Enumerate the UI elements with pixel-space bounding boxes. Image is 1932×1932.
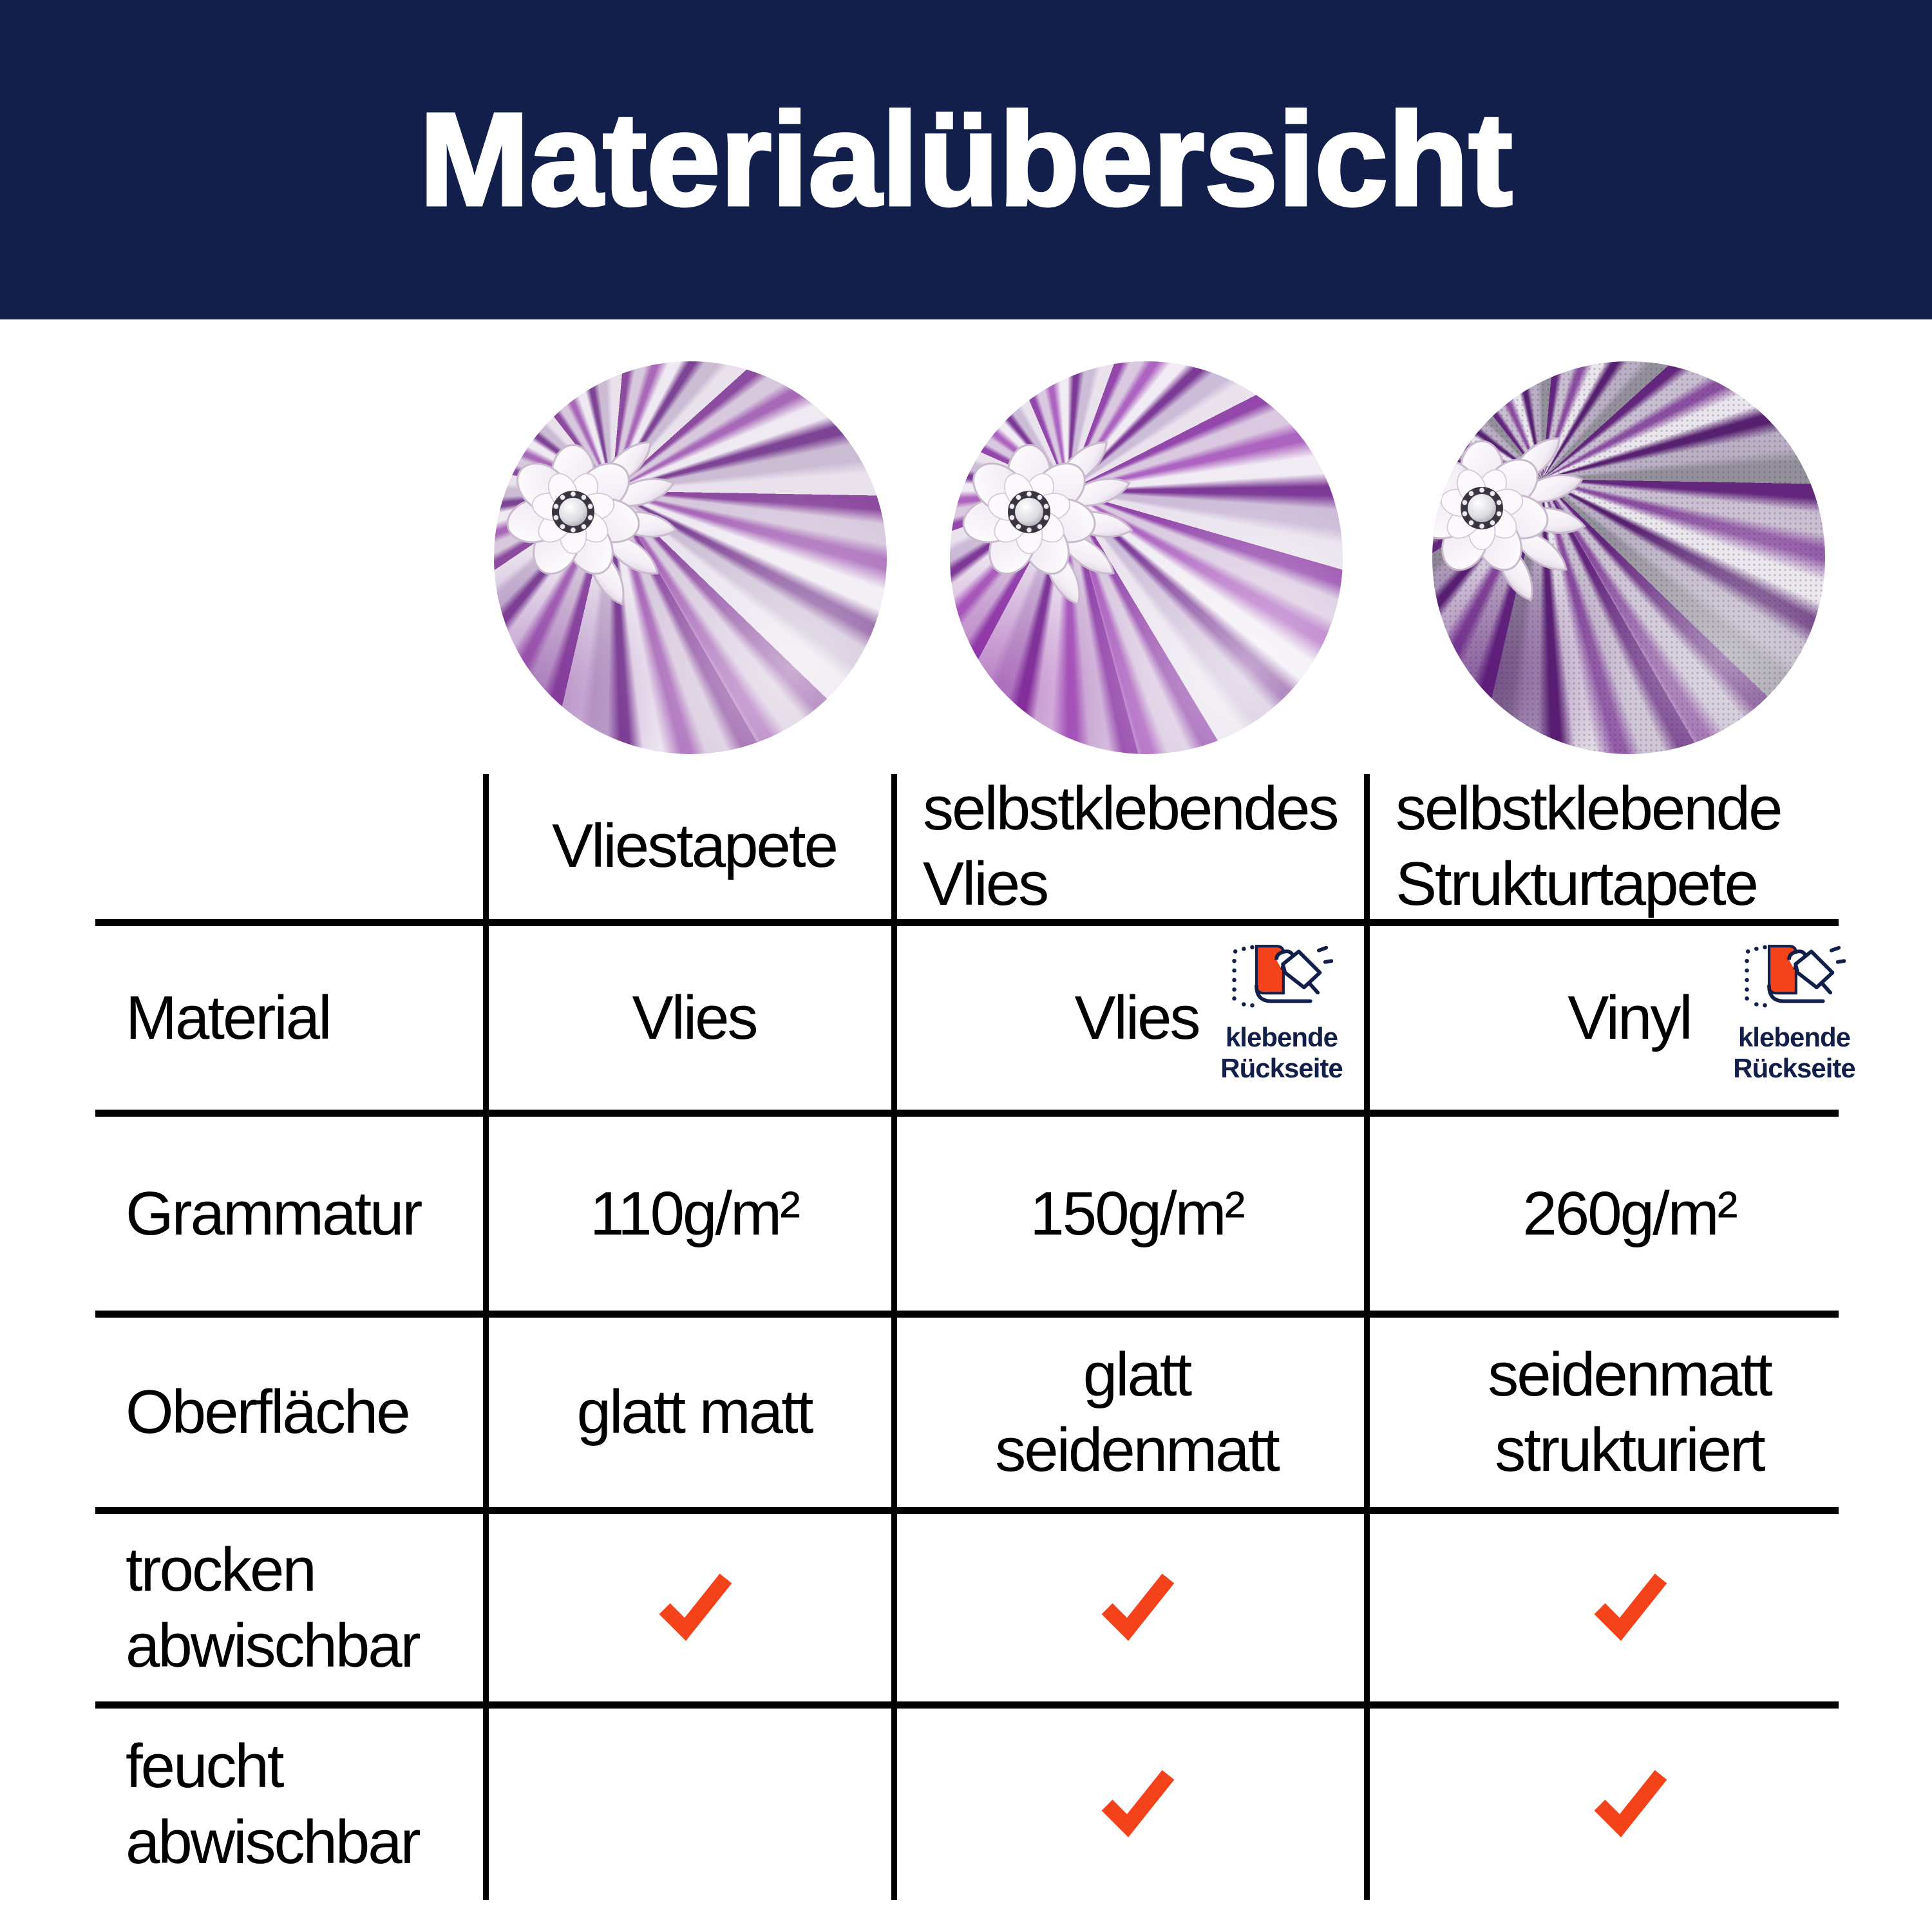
cell-grammatur-selbstklebendes-vlies bbox=[937, 1117, 1336, 1311]
cell-value: Vlies bbox=[1074, 983, 1199, 1052]
cell-oberflaeche-selbstklebendes-vlies bbox=[937, 1318, 1336, 1507]
badge-label-line2: Rückseite bbox=[1733, 1053, 1855, 1084]
table-line-horizontal-2 bbox=[95, 1110, 1839, 1117]
badge-label-line1: klebende bbox=[1738, 1022, 1851, 1052]
row-label: Grammatur bbox=[126, 1179, 421, 1248]
kanzashi-flower-ornament bbox=[950, 404, 1226, 623]
cell-material-vliestapete bbox=[495, 926, 894, 1110]
table-line-horizontal-5 bbox=[95, 1701, 1839, 1709]
check-icon bbox=[1589, 1764, 1670, 1844]
check-icon bbox=[1097, 1764, 1177, 1844]
row-label: feucht abwischbar bbox=[126, 1732, 419, 1877]
fabric-sample-photo-vliestapete bbox=[494, 361, 887, 754]
column-header-label: selbstklebende Strukturtapete bbox=[1396, 773, 1781, 918]
check-trocken-strukturtapete bbox=[1430, 1514, 1829, 1701]
kanzashi-flower-ornament bbox=[1432, 400, 1678, 619]
table-line-vertical-1 bbox=[483, 774, 489, 1900]
row-label: Material bbox=[126, 983, 330, 1052]
check-trocken-selbstklebendes-vlies bbox=[937, 1514, 1336, 1701]
row-label-grammatur bbox=[126, 1117, 477, 1311]
row-label: Oberfläche bbox=[126, 1378, 409, 1447]
column-header-vliestapete bbox=[495, 772, 894, 921]
cell-value: 110g/m² bbox=[589, 1179, 799, 1248]
check-feucht-selbstklebendes-vlies bbox=[937, 1709, 1336, 1900]
klebende-rueckseite-badge bbox=[1208, 939, 1356, 1084]
page-title: Materialübersicht bbox=[419, 86, 1513, 233]
check-trocken-vliestapete bbox=[495, 1514, 894, 1701]
row-label-trocken-abwischbar bbox=[126, 1514, 477, 1701]
cell-value: 260g/m² bbox=[1522, 1179, 1736, 1248]
column-header-label: Vliestapete bbox=[552, 811, 837, 881]
check-feucht-strukturtapete bbox=[1430, 1709, 1829, 1900]
check-icon bbox=[654, 1567, 735, 1648]
row-label: trocken abwischbar bbox=[126, 1535, 419, 1680]
fabric-sample-photo-selbstklebendes-vlies bbox=[950, 361, 1343, 754]
table-line-horizontal-3 bbox=[95, 1311, 1839, 1318]
fabric-sample-photo-strukturtapete bbox=[1432, 361, 1825, 754]
row-label-feucht-abwischbar bbox=[126, 1709, 477, 1900]
cell-value: seidenmatt strukturiert bbox=[1488, 1340, 1771, 1484]
cell-grammatur-strukturtapete bbox=[1430, 1117, 1829, 1311]
badge-label bbox=[1220, 1022, 1342, 1084]
badge-label-line1: klebende bbox=[1225, 1022, 1338, 1052]
column-header-selbstklebendes-vlies bbox=[923, 772, 1374, 921]
column-header-strukturtapete bbox=[1396, 772, 1846, 921]
cell-value: glatt seidenmatt bbox=[995, 1340, 1278, 1484]
check-icon bbox=[1589, 1567, 1670, 1648]
cell-oberflaeche-vliestapete bbox=[495, 1318, 894, 1507]
cell-value: glatt matt bbox=[576, 1378, 812, 1447]
cell-value: Vinyl bbox=[1567, 983, 1691, 1052]
cell-value: 150g/m² bbox=[1030, 1179, 1244, 1248]
peel-adhesive-backing-icon bbox=[1743, 939, 1846, 1014]
header-banner bbox=[0, 0, 1932, 319]
cell-oberflaeche-strukturtapete bbox=[1430, 1318, 1829, 1507]
cell-grammatur-vliestapete bbox=[495, 1117, 894, 1311]
check-icon bbox=[1097, 1567, 1177, 1648]
table-line-vertical-3 bbox=[1364, 774, 1370, 1900]
row-label-oberflaeche bbox=[126, 1318, 477, 1507]
cell-value: Vlies bbox=[632, 983, 757, 1052]
kanzashi-flower-ornament bbox=[494, 404, 770, 623]
column-header-label: selbstklebendes Vlies bbox=[923, 773, 1338, 918]
table-line-horizontal-4 bbox=[95, 1507, 1839, 1514]
klebende-rueckseite-badge bbox=[1720, 939, 1868, 1084]
row-label-material bbox=[126, 926, 477, 1110]
peel-adhesive-backing-icon bbox=[1230, 939, 1333, 1014]
badge-label-line2: Rückseite bbox=[1220, 1053, 1343, 1084]
badge-label bbox=[1733, 1022, 1855, 1084]
